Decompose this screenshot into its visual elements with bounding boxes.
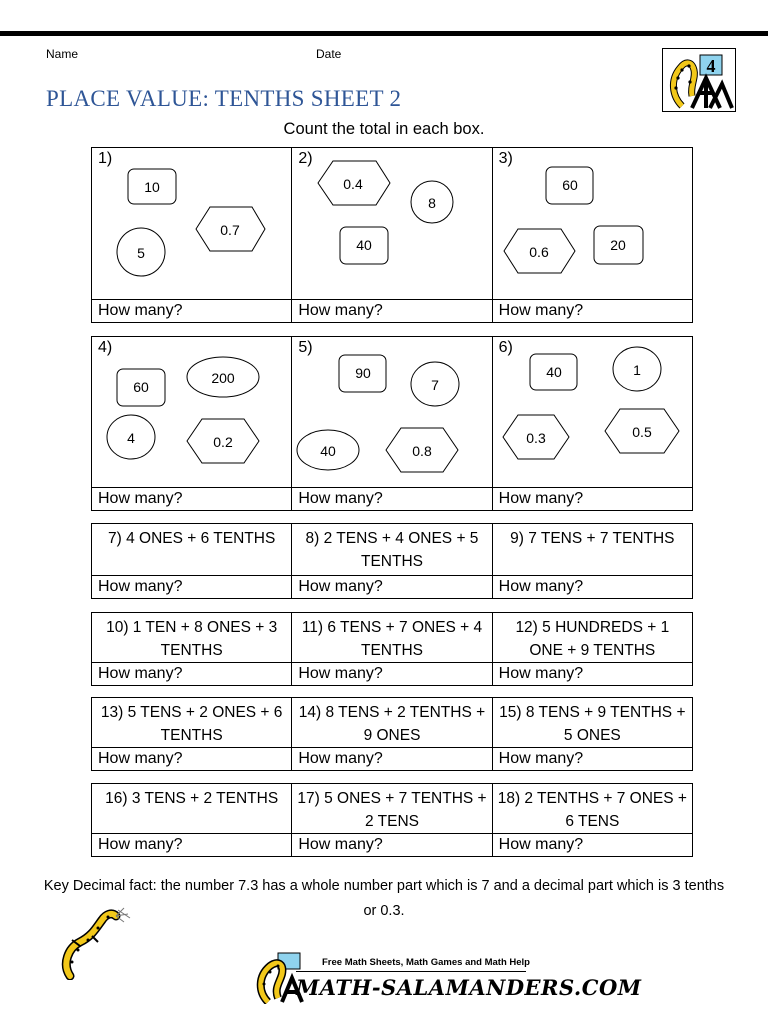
- page-title: PLACE VALUE: TENTHS SHEET 2: [46, 86, 402, 111]
- salamander-logo-icon: [662, 48, 736, 112]
- footer-tagline: Free Math Sheets, Math Games and Math Help: [322, 957, 530, 968]
- question-shapes: [292, 337, 492, 488]
- how-many-label: How many?: [292, 488, 492, 511]
- how-many-label: How many?: [92, 663, 292, 686]
- question-number: 2): [298, 150, 313, 167]
- how-many-label: How many?: [292, 748, 492, 771]
- question-cell-4: [92, 337, 292, 488]
- how-many-label: How many?: [92, 300, 292, 323]
- question-table-7-9: [91, 523, 693, 599]
- shape-value: 40: [356, 237, 373, 253]
- how-many-label: How many?: [92, 488, 292, 511]
- question-shapes: [493, 148, 693, 300]
- question-text: 16) 3 TENS + 2 TENTHS: [92, 784, 292, 834]
- logo-digit: 4: [706, 56, 716, 76]
- shape-value: 4: [127, 430, 135, 446]
- question-text: 13) 5 TENS + 2 ONES + 6 TENTHS: [92, 698, 292, 748]
- question-text: 10) 1 TEN + 8 ONES + 3 TENTHS: [92, 613, 292, 663]
- question-number: 6): [498, 339, 513, 356]
- shape-value: 1: [632, 362, 641, 378]
- shape-value: 90: [355, 365, 372, 381]
- question-shapes: [292, 148, 492, 300]
- question-text: 17) 5 ONES + 7 TENTHS + 2 TENS: [292, 784, 492, 834]
- question-cell-5: [292, 337, 492, 488]
- how-many-label: How many?: [292, 300, 492, 323]
- how-many-label: How many?: [492, 488, 692, 511]
- salamander-icon: [58, 904, 138, 980]
- question-table-10-12: [91, 612, 693, 686]
- shape-value: 0.8: [412, 443, 433, 459]
- how-many-label: How many?: [92, 576, 292, 599]
- how-many-label: How many?: [492, 748, 692, 771]
- shape-value: 40: [320, 443, 337, 459]
- shape-value: 8: [428, 195, 437, 211]
- key-fact: Key Decimal fact: the number 7.3 has a whole number part which is 7 and a decimal part which is 3 tenths or 0.3.: [43, 878, 725, 919]
- shape-value: 40: [545, 364, 562, 380]
- shape-value: 0.4: [343, 176, 364, 192]
- shape-value: 20: [609, 237, 626, 253]
- shape-value: 60: [133, 379, 149, 395]
- question-text: 14) 8 TENS + 2 TENTHS + 9 ONES: [292, 698, 492, 748]
- name-label: Name: [46, 47, 79, 61]
- question-text: 11) 6 TENS + 7 ONES + 4 TENTHS: [292, 613, 492, 663]
- question-table-13-15: [91, 697, 693, 771]
- top-rule: [0, 31, 768, 36]
- question-text: 7) 4 ONES + 6 TENTHS: [92, 524, 292, 576]
- question-cell-6: [492, 337, 692, 488]
- question-text: 15) 8 TENS + 9 TENTHS + 5 ONES: [492, 698, 692, 748]
- shape-value: 200: [211, 370, 235, 386]
- how-many-label: How many?: [492, 663, 692, 686]
- how-many-label: How many?: [492, 834, 692, 857]
- shape-value: 60: [561, 177, 578, 193]
- how-many-label: How many?: [492, 300, 692, 323]
- question-cell-1: [92, 148, 292, 300]
- shape-value: 10: [144, 179, 160, 195]
- how-many-label: How many?: [492, 576, 692, 599]
- footer-site-name[interactable]: MATH-SALAMANDERS.COM: [296, 975, 642, 1000]
- question-text: 8) 2 TENS + 4 ONES + 5 TENTHS: [292, 524, 492, 576]
- question-table-1-3: [91, 147, 693, 323]
- shape-value: 0.3: [525, 430, 546, 446]
- how-many-label: How many?: [92, 834, 292, 857]
- question-table-4-6: [91, 336, 693, 511]
- date-label: Date: [316, 47, 342, 61]
- shape-value: 7: [431, 377, 440, 393]
- question-text: 9) 7 TENS + 7 TENTHS: [492, 524, 692, 576]
- question-number: 5): [298, 339, 313, 356]
- shape-value: 5: [137, 245, 145, 261]
- shape-value: 0.2: [213, 434, 233, 450]
- question-number: 4): [98, 339, 113, 356]
- shape-value: 0.5: [631, 424, 652, 440]
- shape-value: 0.6: [528, 244, 549, 260]
- question-table-16-18: [91, 783, 693, 857]
- question-cell-3: [492, 148, 692, 300]
- how-many-label: How many?: [92, 748, 292, 771]
- question-shapes: [92, 337, 292, 488]
- how-many-label: How many?: [292, 576, 492, 599]
- how-many-label: How many?: [292, 834, 492, 857]
- question-cell-2: [292, 148, 492, 300]
- question-number: 3): [498, 150, 513, 167]
- question-shapes: [493, 337, 693, 488]
- how-many-label: How many?: [292, 663, 492, 686]
- question-text: 12) 5 HUNDREDS + 1 ONE + 9 TENTHS: [492, 613, 692, 663]
- question-shapes: [92, 148, 292, 300]
- instruction: Count the total in each box.: [283, 120, 485, 138]
- question-number: 1): [98, 150, 113, 167]
- question-text: 18) 2 TENTHS + 7 ONES + 6 TENS: [492, 784, 692, 834]
- footer-divider: [296, 971, 526, 972]
- shape-value: 0.7: [220, 222, 240, 238]
